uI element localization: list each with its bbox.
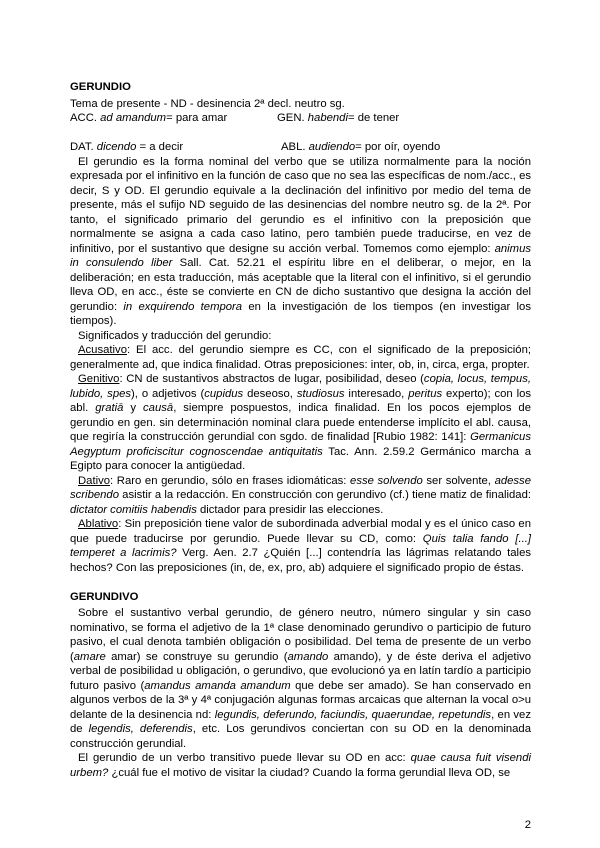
text-run: legundis, deferundo, faciundis, quaerundae, repetundis <box>214 708 492 721</box>
text-run: GERUNDIVO <box>70 590 139 603</box>
text-run: Quis talia fando [...] temperet a lacrimis? <box>70 532 531 559</box>
text-run: Acusativo <box>78 344 127 356</box>
text-run: interesado, <box>344 387 409 400</box>
text-run: ¿cuál fue el motivo de visitar la ciudad? Cuando la forma gerundial lleva OD, se <box>108 766 511 779</box>
text-run: Significados y traducción del gerundio: <box>78 329 272 342</box>
para-genitivo <box>70 372 531 474</box>
text-run: Verg. Aen. 2.7 ¿Quién [...] contendría las lágrimas relatando tales hechos? Con las preposiciones (in, de, ex, pro, ab) adquiere el significado propio de éstas. <box>70 547 531 574</box>
text-run: dicendo <box>96 141 137 153</box>
text-run: El gerundio de un verbo transitivo puede llevar su OD en acc: <box>78 752 411 764</box>
text-run: experto); con los abl. <box>70 387 532 414</box>
line-acc-gen <box>70 111 531 126</box>
heading-gerundivo <box>70 590 531 605</box>
text-run: quae causa fuit visendi urbem? <box>70 752 531 779</box>
text-run: esse solvendo <box>350 474 423 487</box>
text-run: causā <box>143 402 174 414</box>
text-run: dictador para presidir las elecciones. <box>196 503 384 516</box>
right-column <box>277 111 399 126</box>
text-run: Tac. Ann. 2.59.2 Germánico marcha a Egipto para conocer la antigüedad. <box>70 445 531 472</box>
text-run: , siempre pospuestos, indica finalidad. En los pocos ejemplos de gerundio en gen. sin determinación nominal clara puede entenderse implícito el abl. causa, que regiría la construcción gerundial con sgdo. de finalidad [Rubio 1982: 141]: <box>70 402 531 443</box>
text-run: GERUNDIO <box>70 81 131 93</box>
para-gerundio-intro <box>70 155 531 329</box>
para-gerundivo-intro <box>70 606 531 751</box>
text-run: peritus <box>408 387 443 400</box>
text-run: y <box>123 402 144 414</box>
text-run: cupidus <box>204 387 244 400</box>
text-run: , etc. Los gerundivos conciertan con su OD en la denominada construcción gerundial. <box>70 723 531 750</box>
text-run: ABL. <box>281 141 309 153</box>
text-run: Genitivo <box>78 373 120 385</box>
text-run: GEN. <box>277 112 308 124</box>
blank-line <box>70 575 531 590</box>
text-run: in exquirendo tempora <box>123 300 243 313</box>
text-run: en la investigación de los tiempos (en investigar los tiempos). <box>70 300 531 327</box>
text-run: audiendo <box>308 141 356 153</box>
text-run: amando), y de éste deriva el adjetivo verbal de posibilidad u obligación, o gerundivo, que evolucionó ya en latín tardío a participio futuro pasivo ( <box>70 650 532 692</box>
text-run: DAT. <box>70 141 97 153</box>
text-run: amare <box>73 650 106 663</box>
text-run: Ablativo <box>78 518 119 530</box>
text-run: amar) se construye su gerundio ( <box>105 650 288 663</box>
text-run: amando <box>287 650 329 663</box>
text-run: : CN de sustantivos abstractos de lugar, posibilidad, deseo ( <box>119 373 424 385</box>
text-run: , en vez de <box>70 708 531 735</box>
text-run: Tema de presente - ND - desinencia 2ª decl. neutro sg. <box>70 97 345 110</box>
text-run: : El acc. del gerundio siempre es CC, con el significado de la preposición; generalmente ad, que indica finalidad. Otras preposiciones: inter, ob, in, circa, erga, propter. <box>70 344 531 371</box>
text-run: asistir a la redacción. En construcción con gerundivo (cf.) tiene matiz de finalidad: <box>118 489 531 501</box>
text-run: = a decir <box>136 141 184 153</box>
text-run: Dativo <box>78 474 111 487</box>
text-run: Germanicus Aegyptum proficiscitur cognoscendae antiquitatis <box>70 431 531 458</box>
document-body <box>70 80 531 780</box>
text-run: Sobre el sustantivo verbal gerundio, de género neutro, número singular y sin caso nominativo, se forma el adjetivo de la 1ª clase denominado gerundivo o participio de futuro pasivo, el cual denota también obligación o posibilidad. Del tema de presente de un verbo ( <box>70 607 531 663</box>
text-run: animus in consulendo liber <box>70 242 531 269</box>
text-run: = para amar <box>166 112 228 124</box>
text-run: amandus amanda amandum <box>144 679 291 692</box>
para-dativo <box>70 474 531 518</box>
text-run: deseoso, <box>243 387 297 400</box>
page-number: 2 <box>524 819 531 831</box>
left-column <box>70 141 183 153</box>
text-run: copia, locus, tempus, lubido, spes <box>70 373 531 400</box>
text-run: ser solvente, <box>422 474 495 487</box>
text-run: : Raro en gerundio, sólo en frases idiomáticas: <box>110 474 351 487</box>
text-run: dictator comitiis habendis <box>70 503 197 516</box>
text-run: = de tener <box>347 112 400 124</box>
text-run: gratiā <box>95 402 124 414</box>
para-ablativo <box>70 517 531 575</box>
blank-line <box>70 126 531 141</box>
text-run: ), o adjetivos ( <box>131 387 205 400</box>
text-run: = por oír, oyendo <box>355 141 441 153</box>
line-tema <box>70 97 531 112</box>
para-gerundio-transitivo <box>70 751 531 780</box>
text-run: que debe ser amado). Se han conservado en algunos verbos de la 3ª y 4ª conjugación algunas formas arcaicas que alternan la vocal o>u delante de la desinencia nd: <box>70 679 531 721</box>
text-run: legendis, deferendis <box>88 723 193 735</box>
text-run: : Sin preposición tiene valor de subordinada adverbial modal y es el único caso en que puede traducirse por gerundio. Puede llevar su CD, como: <box>70 518 531 545</box>
text-run: ad amandum <box>100 112 167 124</box>
left-column <box>70 112 227 124</box>
text-run: studiosus <box>296 387 345 400</box>
right-column <box>281 140 440 155</box>
para-acusativo <box>70 343 531 372</box>
text-run: habendi <box>307 112 348 124</box>
line-significados <box>70 329 531 344</box>
line-dat-abl <box>70 140 531 155</box>
text-run: adesse scribendo <box>70 474 531 501</box>
text-run: El gerundio es la forma nominal del verbo que se utiliza normalmente para la noción expresada por el infinitivo en la función de caso que no sea las específicas de nom./acc., es decir, S y OD. El gerundio equivale a la declinación del infinitivo por medio del tema de presente, más el sufijo ND seguido de las desinencias del nombre neutro sg. de la 2ª. Por tanto, el significado primario del gerundio es el infinitivo con la preposición que normalmente se asigna a cada caso latino, pero también puede traducirse, en vez de infinitivo, por el sustantivo que designe su acción verbal. Tomemos como ejemplo: <box>70 155 531 255</box>
text-run: Sall. Cat. 52.21 el espíritu libre en el deliberar, o mejor, en la deliberación; en esta traducción, más aceptable que la literal con el infinitivo, si el gerundio lleva OD, en acc., éste se convierte en CN de dicho sustantivo que designa la acción del gerundio: <box>70 257 531 313</box>
heading-gerundio <box>70 80 531 95</box>
text-run: ACC. <box>70 112 101 124</box>
